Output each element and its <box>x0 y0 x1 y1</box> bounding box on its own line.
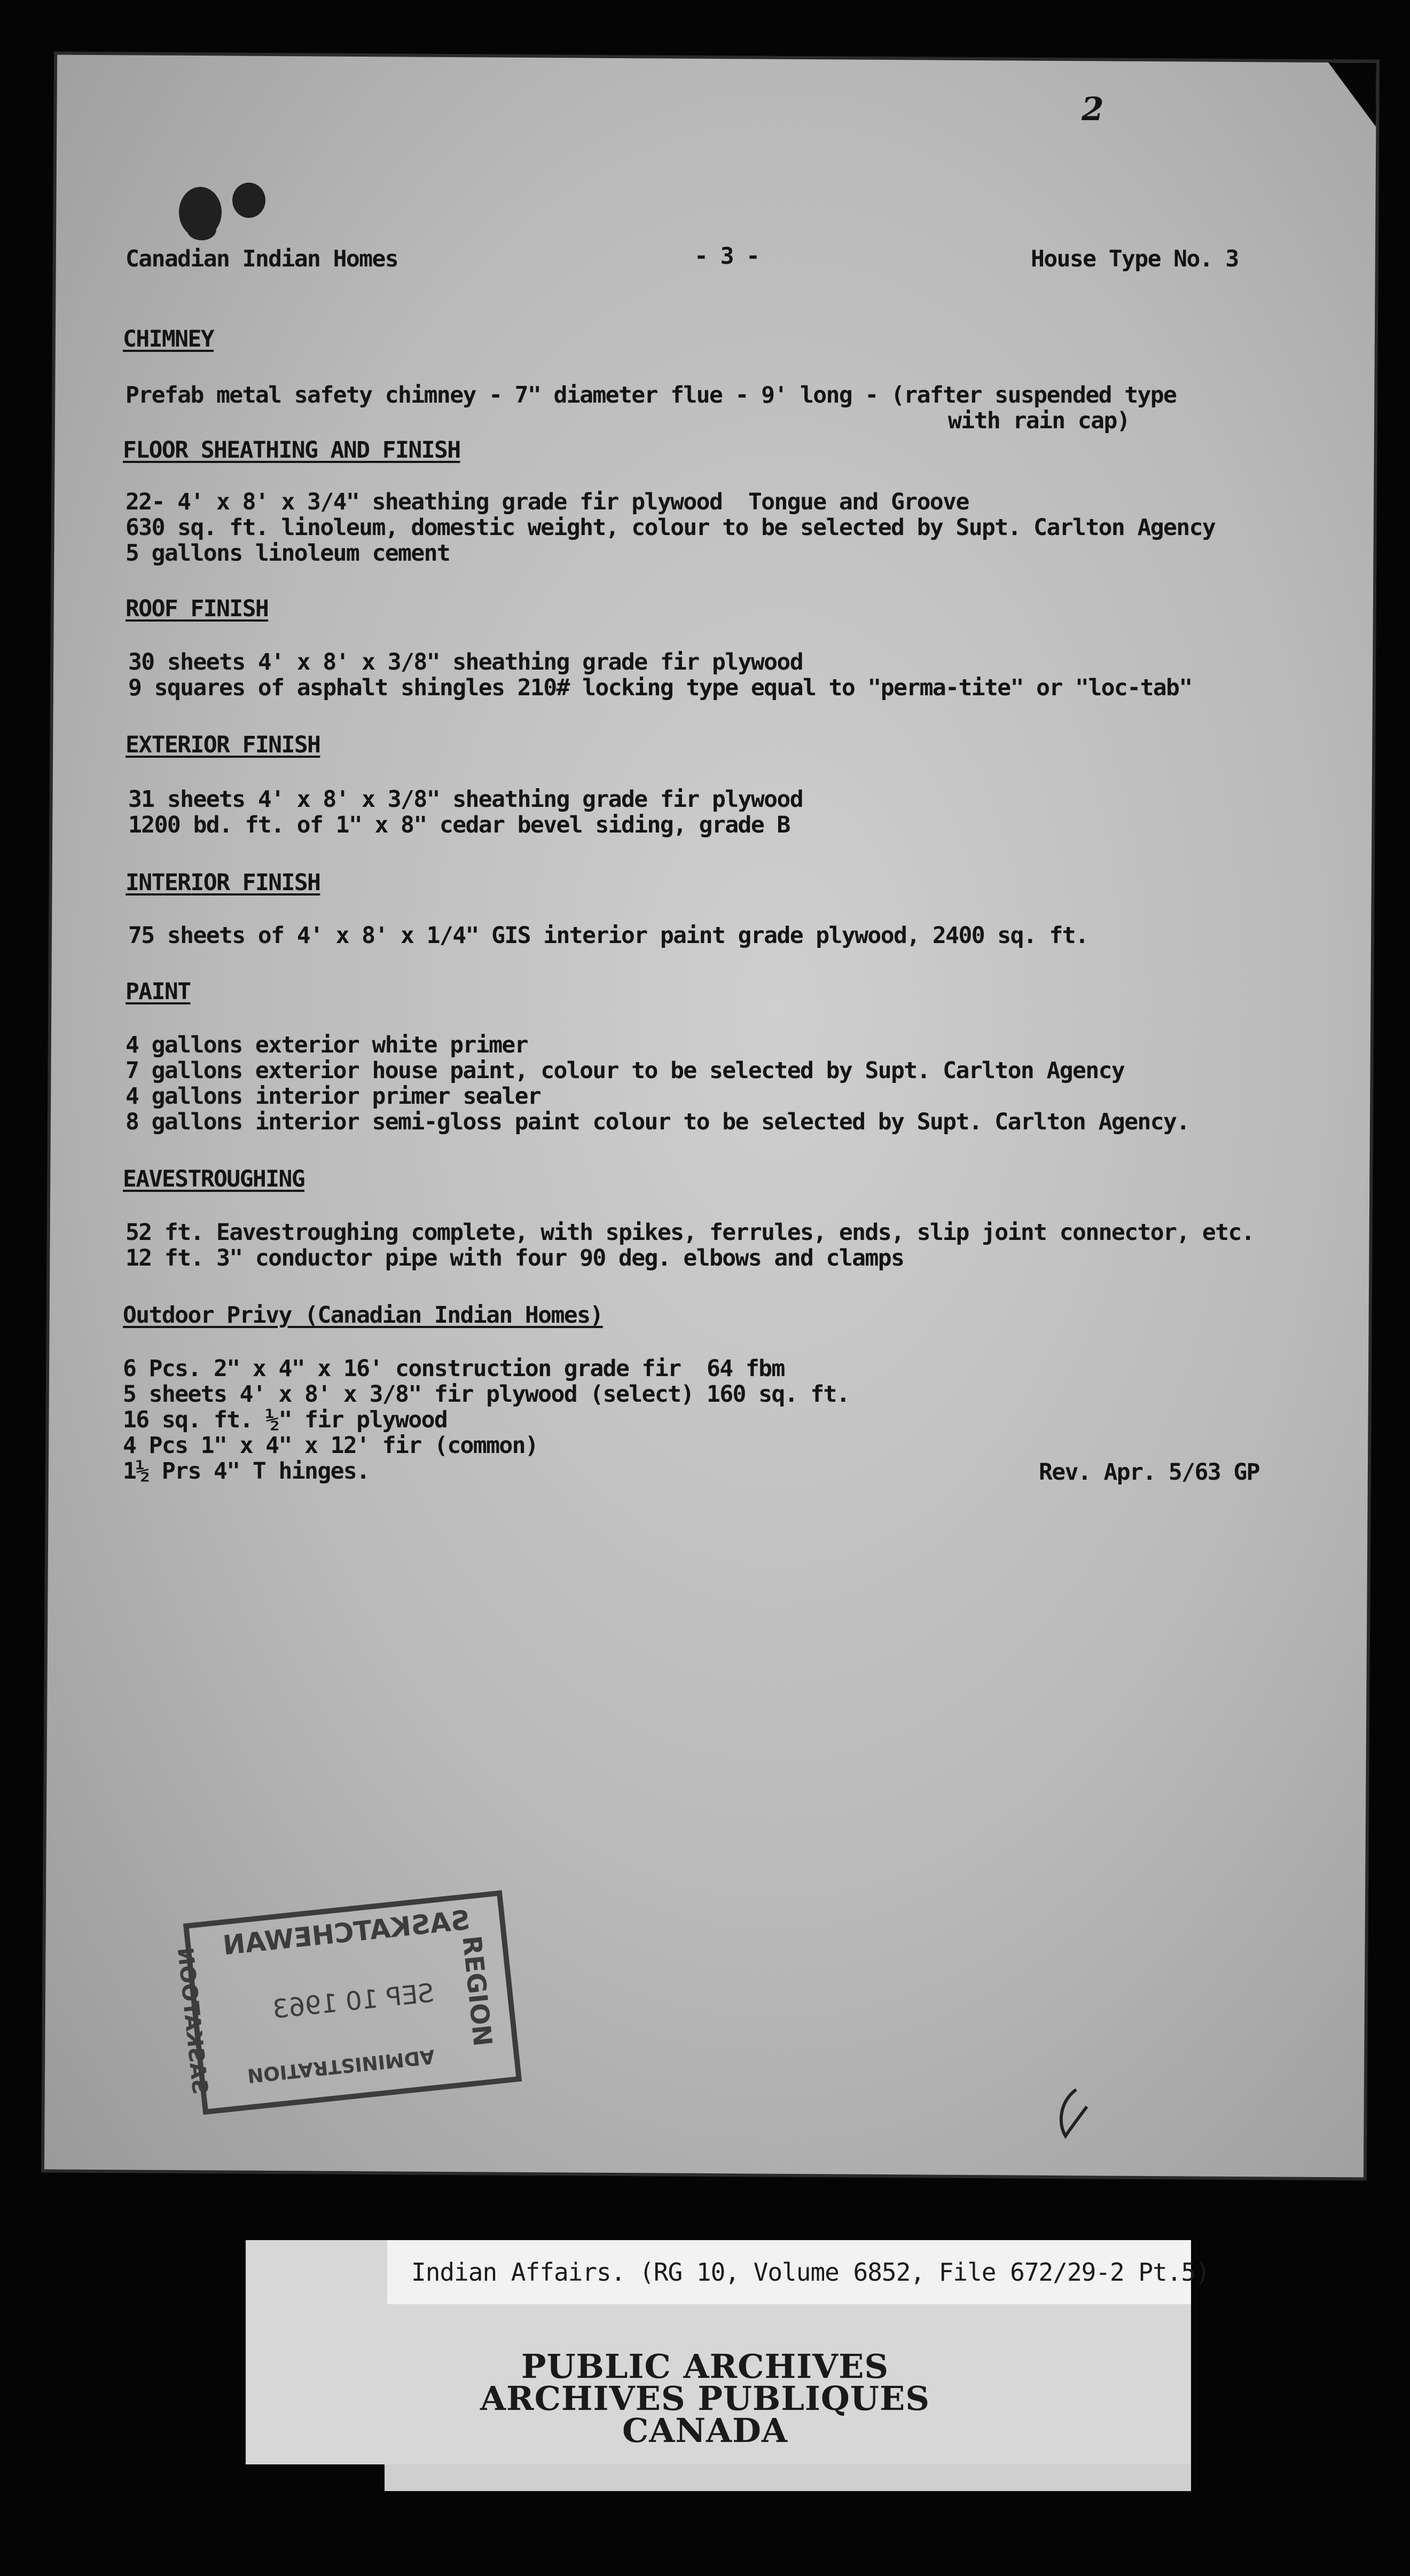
floor-line: 22- 4' x 8' x 3/4" sheathing grade fir plywood Tongue and Groove <box>126 489 969 515</box>
privy-line: 5 sheets 4' x 8' x 3/8" fir plywood (select) 160 sq. ft. <box>123 1381 850 1408</box>
roof-line: 9 squares of asphalt shingles 210# locking type equal to "perma-tite" or "loc-tab" <box>128 674 1192 701</box>
paint-line: 4 gallons exterior white primer <box>126 1032 528 1058</box>
chimney-heading: CHIMNEY <box>123 326 214 352</box>
archive-title-fr: ARCHIVES PUBLIQUES <box>480 2379 930 2418</box>
paint-line: 7 gallons exterior house paint, colour to be selected by Supt. Carlton Agency <box>126 1057 1125 1084</box>
header-page-number: - 3 - <box>694 243 759 270</box>
eaves-line: 12 ft. 3" conductor pipe with four 90 deg. elbows and clamps <box>126 1245 904 1271</box>
stamp-right-text: REGION <box>456 1934 498 2048</box>
stamp-date: SEP 10 1963 <box>271 1978 436 2025</box>
interior-line: 75 sheets of 4' x 8' x 1/4" GIS interior paint grade plywood, 2400 sq. ft. <box>128 922 1088 949</box>
privy-line: 1½ Prs 4" T hinges. <box>123 1458 370 1485</box>
interior-heading: INTERIOR FINISH <box>126 869 320 896</box>
header-left: Canadian Indian Homes <box>126 246 398 272</box>
punch-hole-blot <box>187 219 216 240</box>
chimney-line: with rain cap) <box>948 407 1130 434</box>
floor-line: 5 gallons linoleum cement <box>126 540 450 567</box>
archive-country: CANADA <box>622 2411 788 2450</box>
privy-line: 6 Pcs. 2" x 4" x 16' construction grade fir 64 fbm <box>123 1355 785 1382</box>
exterior-line: 1200 bd. ft. of 1" x 8" cedar bevel siding, grade B <box>128 812 790 838</box>
receipt-stamp <box>172 1890 522 2115</box>
stamp-bottom-text: ADMINISTRATION <box>246 2045 436 2087</box>
paint-line: 4 gallons interior primer sealer <box>126 1083 541 1110</box>
chimney-line: Prefab metal safety chimney - 7" diameter flue - 9' long - (rafter suspended type <box>126 382 1177 409</box>
paint-heading: PAINT <box>126 978 191 1005</box>
floor-heading: FLOOR SHEATHING AND FINISH <box>123 437 460 464</box>
archive-reference: Indian Affairs. (RG 10, Volume 6852, File 672/29-2 Pt.5) <box>411 2258 1210 2287</box>
archive-title-en: PUBLIC ARCHIVES <box>521 2347 889 2386</box>
handwritten-initial <box>1055 2085 1092 2144</box>
roof-line: 30 sheets 4' x 8' x 3/8" sheathing grade fir plywood <box>128 649 803 676</box>
eaves-heading: EAVESTROUGHING <box>123 1166 305 1192</box>
punch-hole-blot <box>232 183 265 218</box>
exterior-heading: EXTERIOR FINISH <box>126 732 320 758</box>
header-right: House Type No. 3 <box>1031 246 1239 272</box>
privy-line: 4 Pcs 1" x 4" x 12' fir (common) <box>123 1432 538 1459</box>
privy-line: 16 sq. ft. ½" fir plywood <box>123 1407 448 1433</box>
handwritten-mark: 2 <box>1082 91 1103 128</box>
revision-note: Rev. Apr. 5/63 GP <box>1039 1459 1259 1486</box>
floor-line: 630 sq. ft. linoleum, domestic weight, colour to be selected by Supt. Carlton Agency <box>126 514 1216 541</box>
paint-line: 8 gallons interior semi-gloss paint colour to be selected by Supt. Carlton Agency. <box>126 1109 1189 1135</box>
roof-heading: ROOF FINISH <box>126 595 269 622</box>
eaves-line: 52 ft. Eavestroughing complete, with spikes, ferrules, ends, slip joint connector, etc. <box>126 1219 1255 1246</box>
exterior-line: 31 sheets 4' x 8' x 3/8" sheathing grade fir plywood <box>128 786 803 813</box>
stamp-left-text: SASKATOON <box>172 1946 213 2096</box>
page-corner <box>1328 62 1376 127</box>
privy-heading: Outdoor Privy (Canadian Indian Homes) <box>123 1302 603 1329</box>
stamp-top-text: SASKATCHEWAN <box>221 1904 472 1961</box>
archive-label-strip <box>385 2464 1191 2491</box>
